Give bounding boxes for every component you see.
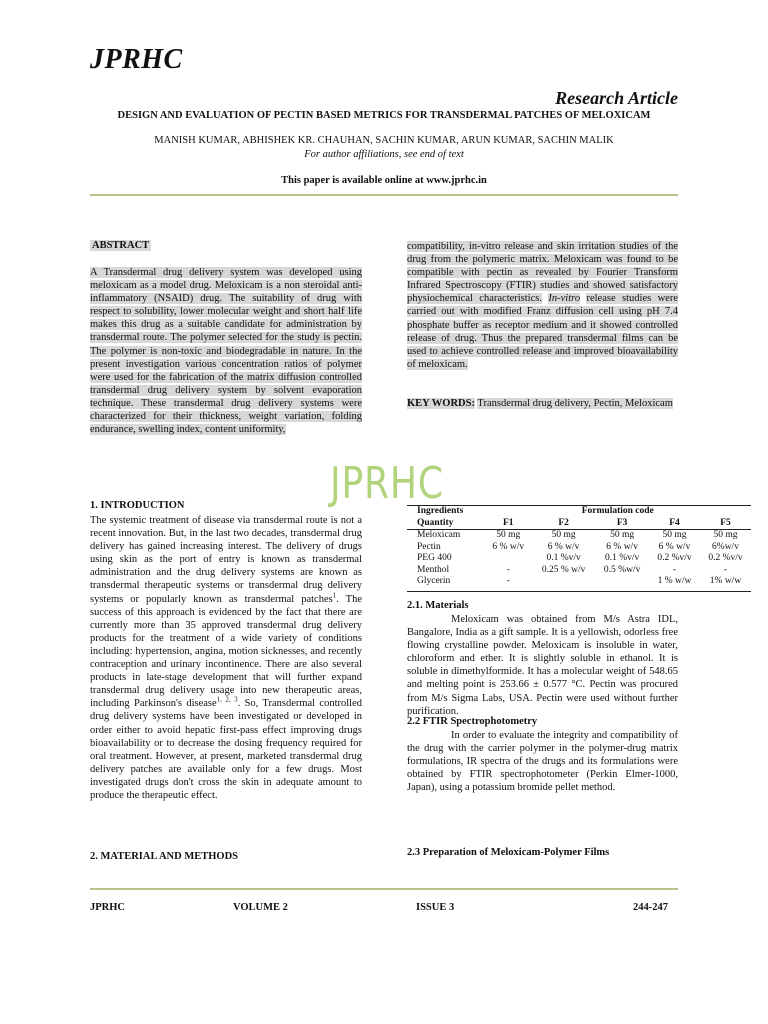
table-cell: 50 mg (496, 530, 521, 540)
table-cell: 6 % w/v (658, 541, 691, 552)
table-cell-ingredient: Glycerin (407, 576, 485, 591)
intro-text-2: . The success of this approach is evidenced by the fact that there are currently more than 35 approved transdermal drug delivery products for the treatment of a wide variety of conditions including: hypertension, angina, motion sicknesses, and recently contraception and urinary incontinence. There are also several products in late-stage development that will further expand transdermal drug delivery usage into new therapeutic areas, including Parkinson's disease (90, 593, 362, 710)
online-availability: This paper is available online at www.jprhc.in (281, 175, 487, 186)
header-divider (90, 194, 678, 196)
materials-text: Meloxicam was obtained from M/s Astra IDL, Bangalore, India as a gift sample. It is a yellowish, odorless free flowing crystalline powder. Meloxicam is insoluble in water, chloroform and ether. It is slightly soluble in ethanol. It is soluble in dimethylformide. It has a molecular weight of 548.65 and melting point is 253.66 ± 0.577 °C. Pectin was procured from M/s Sigma Labs, USA. Pectin were used without further purification. (407, 614, 678, 717)
table-header-quantity: Quantity (407, 518, 485, 530)
preparation-heading: 2.3 Preparation of Meloxicam-Polymer Films (407, 847, 610, 858)
table-cell: 0.25 % w/v (541, 564, 586, 575)
ftir-heading: 2.2 FTIR Spectrophotometry (407, 716, 538, 727)
table-header-code: F5 (700, 518, 751, 530)
table-cell: 1% w/w (700, 576, 751, 591)
table-cell: 6 % w/v (547, 541, 580, 552)
table-header-code: F4 (649, 518, 700, 530)
table-header-ingredients: Ingredients (407, 506, 485, 518)
table-cell: - (723, 564, 728, 575)
table-row (407, 530, 751, 542)
table-cell: 6 % w/v (606, 541, 638, 552)
methods-heading: 2. MATERIAL AND METHODS (90, 851, 238, 862)
table-cell: - (485, 576, 532, 591)
abstract-heading: ABSTRACT (92, 240, 150, 251)
author-list: MANISH KUMAR, ABHISHEK KR. CHAUHAN, SACHIN KUMAR, ARUN KUMAR, SACHIN MALIK (154, 135, 614, 146)
intro-text-1: The systemic treatment of disease via transdermal route is not a recent innovation. But, in the last two decades, transdermal drug delivery has gained increasing interest. The delivery of drugs using skin as the port of entry is known as transdermal administration and the drug delivery systems are known as transdermal therapeutic systems or transdermal drug delivery systems or popularly known as transdermal patches (90, 515, 362, 605)
footer-volume: VOLUME 2 (233, 902, 288, 913)
table-cell-ingredient: Menthol (417, 564, 450, 575)
abstract-part2b-text: release studies were carried out with modified Franz diffusion cell using pH 7.4 phosphate buffer as receptor medium and it showed controlled release of drug. Thus the prepared transdermal films can be used to achieve controlled release and improved bioavailability of meloxicam. (407, 293, 678, 370)
table-cell-ingredient: Pectin (417, 541, 441, 552)
keywords-list: Transdermal drug delivery, Pectin, Meloxicam (477, 398, 673, 409)
table-cell: - (506, 564, 510, 575)
ftir-text: In order to evaluate the integrity and compatibility of the drug with the carrier polymer in the polymer-drug matrix formulations, IR spectra of the drugs and its formulations were obtained by FTIR spectrophotometer (Perkin Elmer-1000, Japan), using a potassium bromide pellet method. (407, 730, 678, 794)
affiliation-note: For author affiliations, see end of text (304, 149, 464, 160)
table-cell: 50 mg (662, 530, 687, 540)
table-cell (595, 576, 649, 591)
keywords (407, 397, 678, 410)
footer-pages: 244-247 (633, 902, 668, 913)
introduction-heading: 1. INTRODUCTION (90, 500, 185, 511)
table-cell: 0.1 %v/v (546, 553, 581, 563)
footer-issue: ISSUE 3 (416, 902, 455, 913)
table-cell-ingredient: Meloxicam (417, 530, 461, 540)
table-cell: 6 % w/v (492, 541, 525, 552)
footer-divider (90, 888, 678, 890)
table-cell: 0.2 %v/v (657, 553, 692, 563)
table-cell (532, 576, 595, 591)
table-row (407, 576, 751, 591)
table-row (407, 565, 751, 577)
abstract-part1-text: A Transdermal drug delivery system was developed using meloxicam as a model drug. Meloxicam is a non steroidal anti-inflammatory (NSAID) drug. The suitability of drug with respect to solubility, lower molecular weight and short half life makes this drug as a suitable candidate for administration by transdermal route. The polymer selected for the study is pectin. The polymer is non-toxic and biodegradable in nature. In the present investigation various concentration ratios of polymer were used for the fabrication of the matrix diffusion controlled transdermal drug delivery system by solvent evaporation technique. These transdermal drug delivery systems were characterized for their thickness, weight variation, folding endurance, swelling index, content uniformity, (90, 267, 362, 436)
intro-citation-1: 1 (332, 591, 337, 600)
table-cell: 6%w/v (712, 541, 739, 552)
table-header-code: F3 (595, 518, 649, 530)
table-cell-ingredient: PEG 400 (417, 553, 452, 563)
table-row (407, 542, 751, 554)
keywords-label: KEY WORDS: (407, 398, 475, 409)
abstract-part2a-text: compatibility, in-vitro release and skin irritation studies of the drug from the polymeric matrix. Meloxicam was found to be compatible with pectin as revealed by Fourier Transform Infrared Spectroscopy (FTIR) studies and showed satisfactory physiochemical characteristics. (407, 241, 678, 305)
table-cell (485, 553, 532, 565)
table-cell: 50 mg (713, 530, 738, 540)
table-cell: 0.2 %v/v (708, 553, 743, 563)
table-cell: - (672, 564, 677, 575)
materials-body (407, 613, 678, 718)
paper-title: DESIGN AND EVALUATION OF PECTIN BASED METRICS FOR TRANSDERMAL PATCHES OF MELOXICAM (117, 110, 651, 121)
table-header-code: F1 (485, 518, 532, 530)
article-type: Research Article (555, 88, 678, 108)
table-cell: 0.1 %v/v (604, 553, 640, 563)
table-row (407, 553, 751, 565)
table-header-code: F2 (532, 518, 595, 530)
table-cell: 1 % w/w (649, 576, 700, 591)
intro-citation-2: 1, 2, 3 (216, 695, 238, 704)
ftir-body (407, 729, 678, 794)
table-header-formulation-code: Formulation code (485, 506, 751, 518)
journal-name: JPRHC (90, 44, 183, 75)
materials-heading: 2.1. Materials (407, 600, 469, 611)
table-cell: 0.5 %w/v (603, 564, 641, 575)
table-cell: 50 mg (610, 530, 635, 540)
introduction-body (90, 514, 362, 802)
intro-text-3: . So, Transdermal controlled drug delivery systems have been investigated or developed in order either to avoid hepatic first-pass effect improving drugs bioavailability or to decrease the dosing frequency required for oral treatment. However, at present, marketed transdermal drug delivery patches are available only for a few drugs. Most investigated drugs don't cross the skin in adequate amount to produce the therapeutic effect. (90, 698, 362, 801)
table-cell: 50 mg (551, 530, 576, 540)
footer-journal: JPRHC (90, 902, 125, 913)
abstract-text-part2 (407, 240, 678, 371)
abstract-invitro-term: In-vitro (548, 293, 581, 305)
formulation-table (407, 505, 751, 592)
abstract-text-part1 (90, 266, 362, 436)
watermark-logo: JPRHC (330, 458, 444, 509)
